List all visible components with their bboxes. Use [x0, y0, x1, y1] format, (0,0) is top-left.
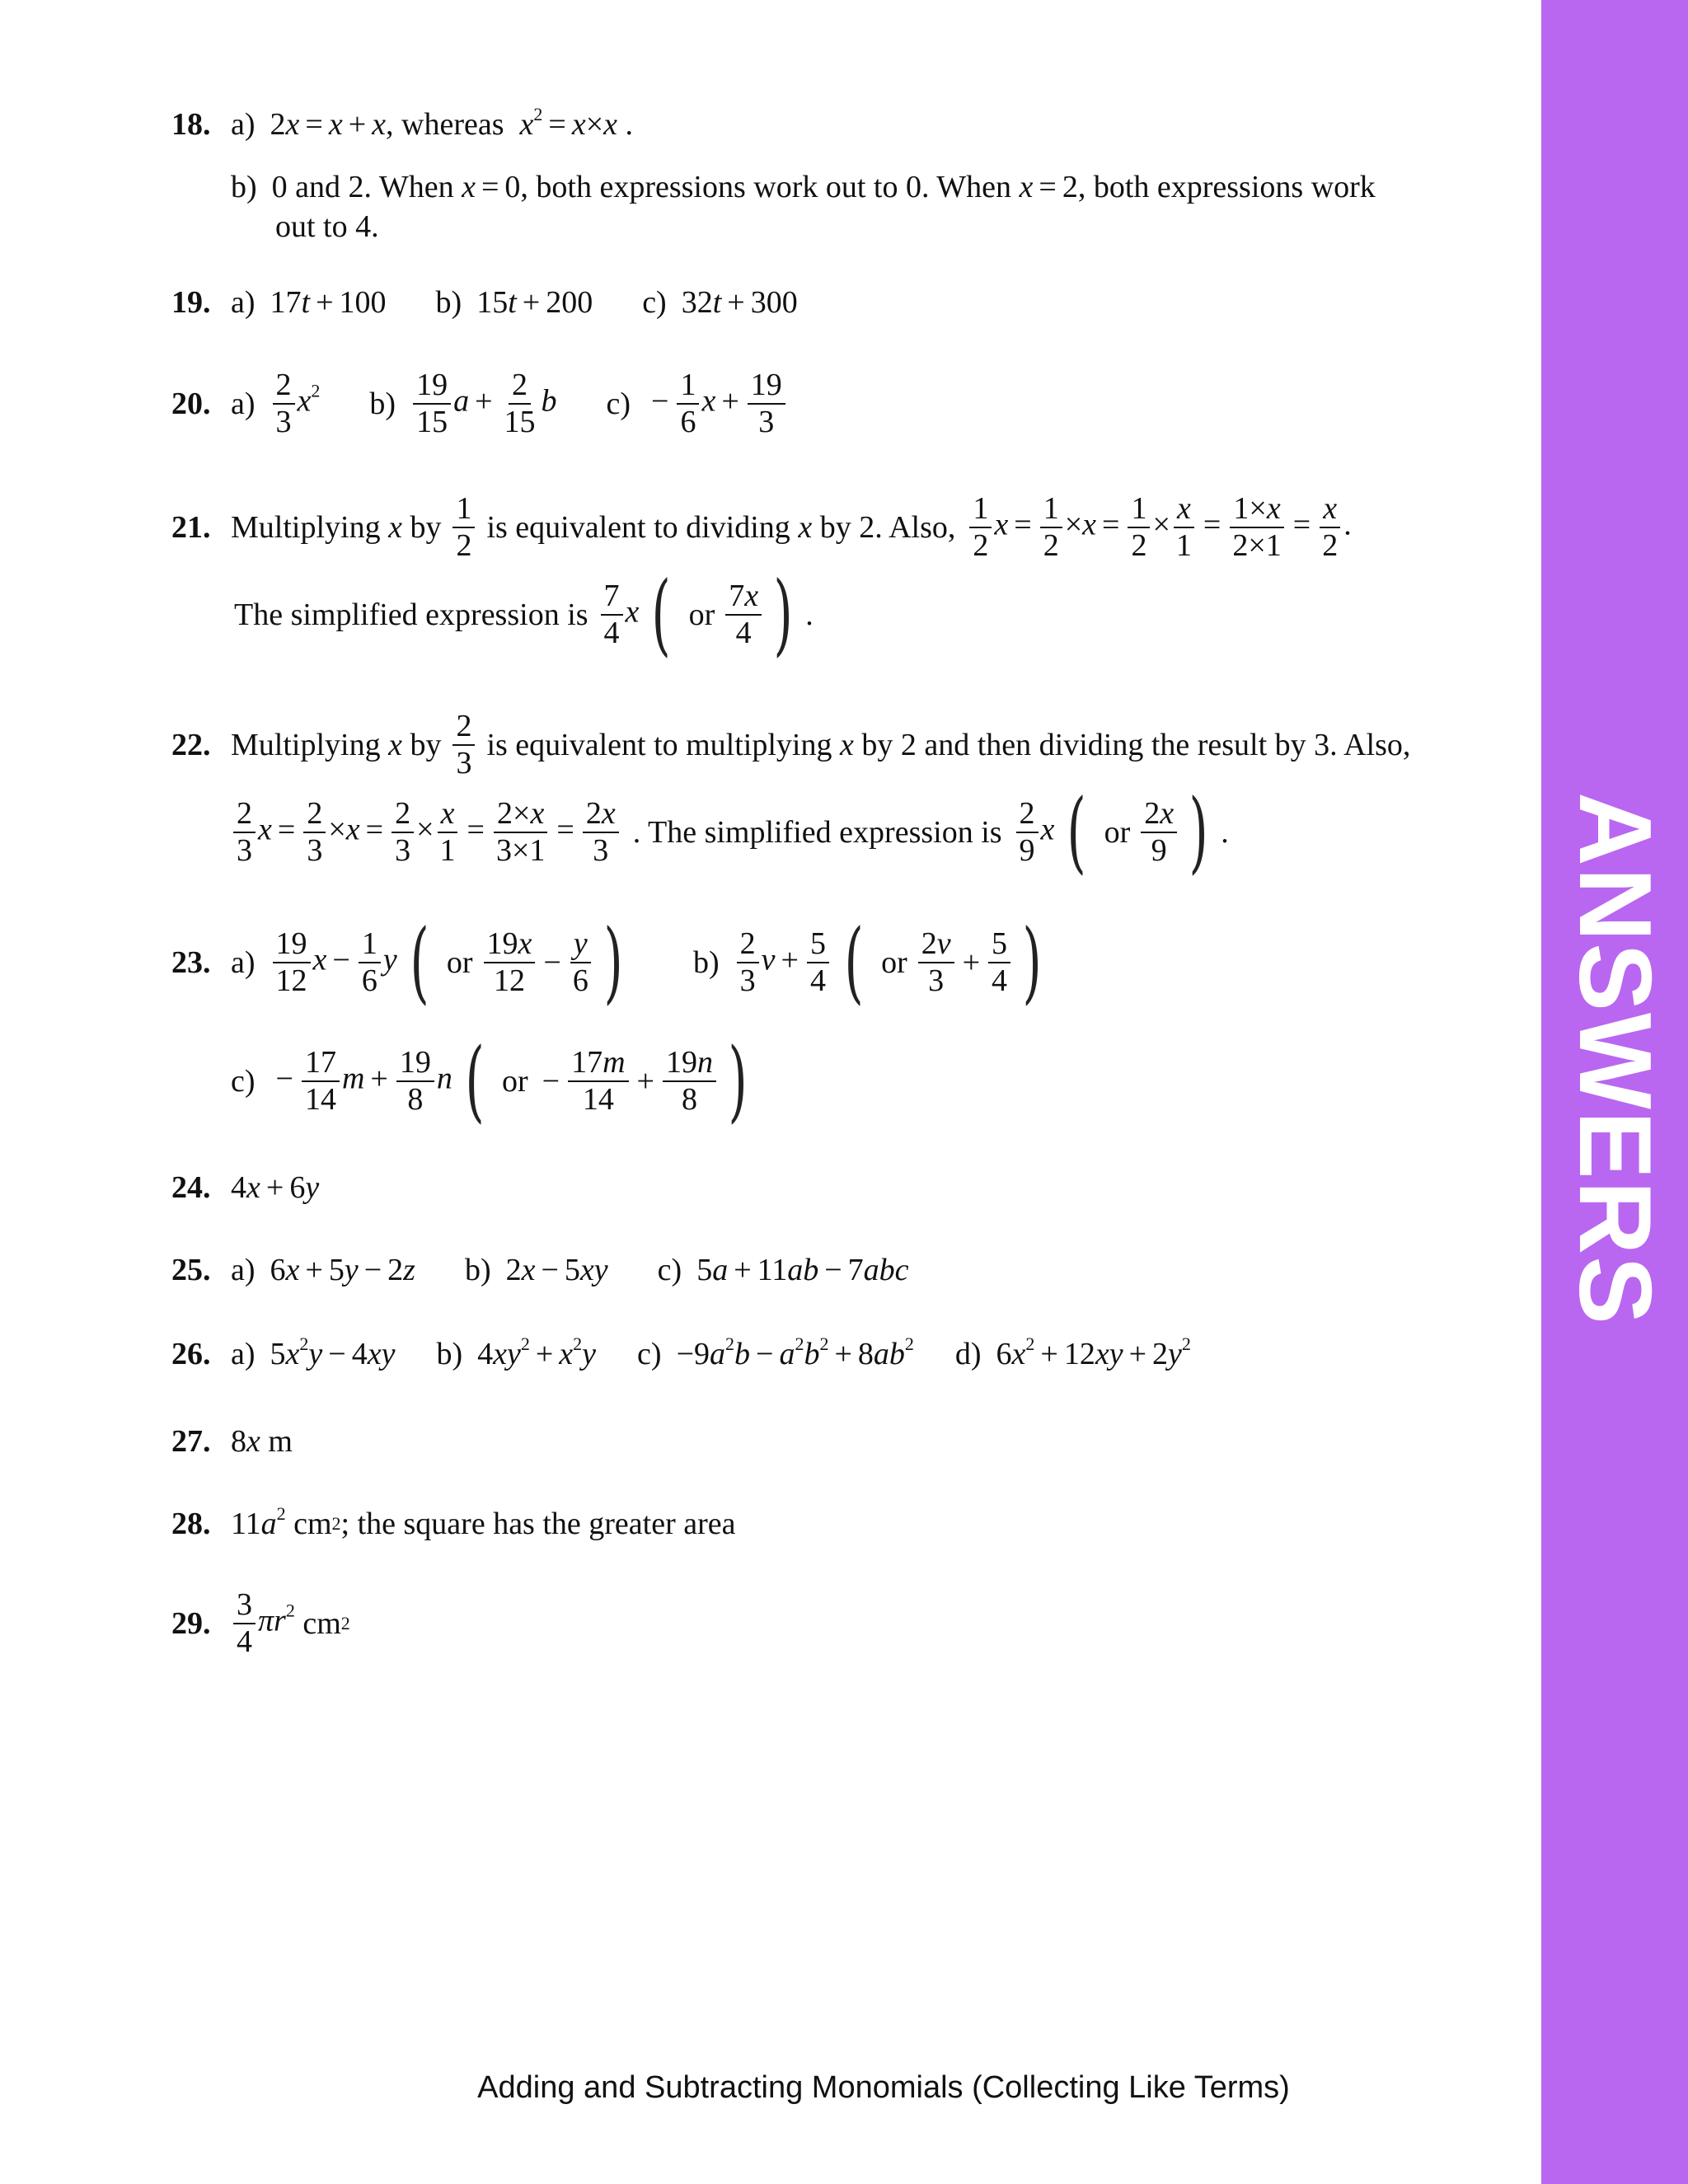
sidebar-label: ANSWERS	[1558, 792, 1672, 1326]
answer-28-math: $11a^2$	[231, 1503, 286, 1541]
answer-page: ANSWERS 18. a) 2x = x + x , whereas $x^2 = x\times x$ . b) 0 and 2. When x = 0 , both expressions work out to 0. When x = 2 , both expressions work out to 4. 19. a) 17t + 100 b) 15t + 200 c) 32t + 300 20. a) $\frac{2}{3}$ $x^2$ b) $\frac{19}{15}$ a + $\frac{2}{15}$ b c) − $\frac{1}{6}$ x + $\frac{19}{3}$ 21. Multiplying x by $\frac{1}{2}$ is equivalent to dividing x by 2. Also, $\frac{1}{2}$ x = $\frac{1}{2}$ ×x = $\frac{1}{2}$ × $\frac{x}{1}$ = $\frac{1\times x}{2\times 1}$ = $\frac{x}{2}$ . The simplified expression is $\frac{7}{4}$ x ( or $\frac{7x}{4}$ ) . 22. Multiplying x by $\frac{2}{3}$ is equivalent to multiplying x by 2 and then dividing the result by 3. Also, $\frac{2}{3}$ x = $\frac{2}{3}$ ×x = $\frac{2}{3}$ × $\frac{x}{1}$ = $\frac{2\times x}{3\times 1}$ = $\frac{2x}{3}$ . The simplified expression is $\frac{2}{9}$ x ( or $\frac{2x}{9}$ ) . 23. a) $\frac{19}{12}$ x − $\frac{1}{6}$ y ( or $\frac{19x}{12}$ − $\frac{y}{6}$ ) b) $\frac{2}{3}$ v + $\frac{5}{4}$ ( or $\frac{2v}{3}$ + $\frac{5}{4}$ ) c) − $\frac{17}{14}$ m + $\frac{19}{8}$ n ( or − $\frac{17m}{14}$ + $\frac{19n}{8}$ ) 24. 4x + 6y 25. a) 6x + 5y − 2z b) 2x − 5xy c) 5a + 11ab − 7abc 26. a) $5x^2y - 4xy$ b) $4xy^2 + x^2y$ c) $-9a^2b - a^2b^2 + 8ab^2$ d) $6x^2 + 12xy + 2y^2$ 27. 8x m 28. $11a^2$ cm 2 ; the square has the greater area 29. $\frac{3}{4}$ $\pi r^2$ cm 2 Adding and Subtracting Monomials (Collecting Like Terms)	[0, 0, 1688, 2184]
answer-22-result: $\frac{2}{9}$ x	[1014, 796, 1055, 868]
answer-26c-math: $-9a^2b - a^2b^2 + 8ab^2$	[676, 1333, 914, 1371]
answer-23b-alt: ( or $\frac{2v}{3}$ + $\frac{5}{4}$ )	[837, 922, 1049, 1002]
answer-27-math: 8x	[231, 1424, 260, 1459]
answer-23a-alt: ( or $\frac{19x}{12}$ − $\frac{y}{6}$ )	[402, 922, 631, 1002]
answer-19c-math: 32t + 300	[681, 285, 798, 320]
page-footer-title: Adding and Subtracting Monomials (Collecting Like Terms)	[477, 2070, 1290, 2105]
answer-29-math: $\frac{3}{4}$ $\pi r^2$	[231, 1587, 302, 1659]
answer-18b-x0: x = 0	[462, 170, 521, 204]
answer-23a-math: $\frac{19}{12}$ x − $\frac{1}{6}$ y	[270, 926, 397, 998]
answer-26d-math: $6x^2 + 12xy + 2y^2$	[996, 1333, 1191, 1371]
answer-26a-math: $5x^2y - 4xy$	[270, 1333, 396, 1371]
answer-25c-math: 5a + 11ab − 7abc	[696, 1253, 909, 1287]
answer-20a-math: $\frac{2}{3}$ $x^2$	[270, 368, 321, 439]
answer-22-alt: ( or $\frac{2x}{9}$ )	[1059, 792, 1216, 872]
answer-19b-math: 15t + 200	[476, 285, 593, 320]
answer-20b-math: $\frac{19}{15}$ a + $\frac{2}{15}$ b	[410, 368, 556, 439]
answer-23b-math: $\frac{2}{3}$ v + $\frac{5}{4}$	[734, 926, 832, 998]
answer-23c-math: − $\frac{17}{14}$ m + $\frac{19}{8}$ n	[275, 1045, 452, 1117]
answer-18a-square: $x^2 = x\times x$ .	[519, 104, 634, 142]
answer-22-derivation: $\frac{2}{3}$ x = $\frac{2}{3}$ ×x = $\frac{2}{3}$ × $\frac{x}{1}$ = $\frac{2\times x}{3\times 1}$ = $\frac{2x}{3}$	[231, 796, 621, 868]
answer-25a-math: 6x + 5y − 2z	[270, 1253, 415, 1287]
answer-19a-math: 17t + 100	[270, 285, 387, 320]
answer-20c-math: − $\frac{1}{6}$ x + $\frac{19}{3}$	[645, 368, 788, 439]
answer-18a-math: 2x = x + x	[270, 107, 387, 142]
answer-21-derivation: $\frac{1}{2}$ x = $\frac{1}{2}$ ×x = $\frac{1}{2}$ × $\frac{x}{1}$ = $\frac{1\times x}{2\times 1}$ = $\frac{x}{2}$ .	[967, 491, 1351, 563]
answer-21-alt: ( or $\frac{7x}{4}$ )	[644, 574, 800, 654]
answer-18b-x2: x = 2	[1019, 170, 1078, 204]
answer-26b-math: $4xy^2 + x^2y$	[477, 1333, 597, 1371]
answer-25b-math: 2x − 5xy	[505, 1253, 608, 1287]
answer-23c-alt: ( or − $\frac{17m}{14}$ + $\frac{19n}{8}$ )	[457, 1041, 755, 1121]
answer-24-math: 4x + 6y	[231, 1170, 320, 1205]
answer-21-result: $\frac{7}{4}$ x	[598, 579, 640, 650]
